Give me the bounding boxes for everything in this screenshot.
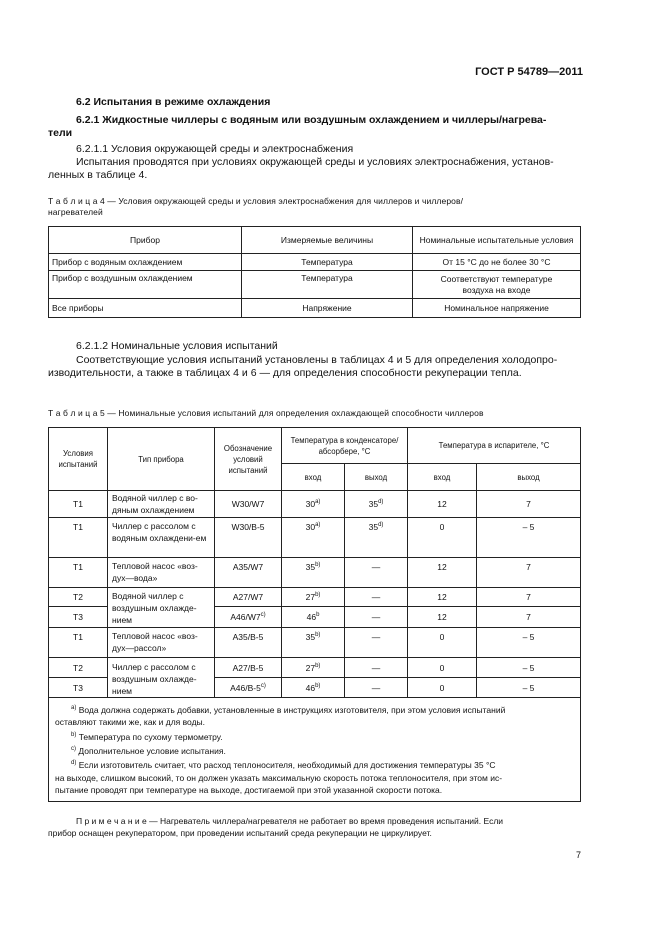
table4-caption-line2: нагревателей — [48, 207, 103, 217]
table-row — [49, 518, 581, 558]
table5-evap-out: – 5 — [477, 518, 581, 558]
table5-cond: Т2 — [49, 588, 108, 607]
table4-cell: Прибор с воздушным охлаждением — [49, 271, 242, 299]
table5-evap-in: 0 — [408, 518, 477, 558]
table5-cond-out: — — [345, 678, 408, 698]
table5-cond: Т3 — [49, 678, 108, 698]
table-row — [49, 299, 581, 318]
table5-cond-out: — — [345, 558, 408, 588]
table5-header-cond-out: выход — [345, 464, 408, 491]
section-6-2-1-line2: тели — [48, 127, 73, 139]
table5-evap-in: 12 — [408, 558, 477, 588]
table5-evap-out: – 5 — [477, 678, 581, 698]
table4-caption-line1: Т а б л и ц а 4 — Условия окружающей среды и условия электроснабжения для чиллеров и чиллеров/ — [48, 196, 464, 206]
table5-type: Чиллер с рассолом с воздушным охлажде-нием — [108, 658, 215, 698]
table5-evap-out: 7 — [477, 588, 581, 607]
value: A46/B-5 — [230, 682, 261, 693]
table5-header-evap-out: выход — [477, 464, 581, 491]
table5-cond-in — [282, 588, 345, 607]
table5-header-designation: Обозначение условий испытаний — [215, 428, 282, 491]
footnote-d-cont1: на выходе, слишком высокий, то он должен указать максимальную скорость потока теплоносителя, при этом ис- — [55, 772, 503, 783]
table4-cell: Прибор с водяным охлаждением — [49, 254, 242, 271]
table5-cond-in — [282, 518, 345, 558]
value: 46 — [306, 612, 317, 622]
note-line2: прибор оснащен рекуператором, при проведении испытаний среда рекуперации не циркулирует. — [48, 828, 432, 838]
table5-desig: A27/W7 — [215, 588, 282, 607]
footnote-mark: b) — [315, 632, 321, 639]
table5-footnotes-row — [49, 698, 581, 802]
value: 27 — [305, 592, 316, 602]
value: 46 — [305, 682, 316, 693]
footnote-mark: b) — [315, 662, 321, 669]
table-row — [49, 628, 581, 658]
footnote-mark: a) — [315, 499, 321, 506]
table4-cell: Температура — [242, 271, 413, 299]
table5-desig: A27/B-5 — [215, 658, 282, 678]
paragraph-1-line1: Испытания проводятся при условиях окружающей среды и условиях электроснабжения, установ- — [76, 156, 554, 168]
table5-cond-in — [282, 678, 345, 698]
document-header: ГОСТ Р 54789—2011 — [475, 66, 583, 78]
table5-cond-out: — — [345, 658, 408, 678]
footnote-text: Температура по сухому термометру. — [76, 731, 223, 742]
footnote-mark: c) — [260, 682, 266, 689]
table5-evap-out: 7 — [477, 558, 581, 588]
section-6-2-title: 6.2 Испытания в режиме охлаждения — [76, 96, 271, 108]
table5-evap-in: 0 — [408, 628, 477, 658]
table5-type: Тепловой насос «воз-дух—вода» — [108, 558, 215, 588]
table5-header-condenser-temp: Температура в конденсаторе/абсорбере, °С — [282, 428, 408, 464]
table5-evap-out: – 5 — [477, 628, 581, 658]
footnote-mark: c) — [71, 746, 76, 753]
table5-header-cond-in: вход — [282, 464, 345, 491]
table4-header-device: Прибор — [49, 227, 242, 254]
table-row — [49, 558, 581, 588]
table5-header-evap-in: вход — [408, 464, 477, 491]
paragraph-2-line2: изводительности, а также в таблицах 4 и 6 — для определения способности рекуперации тепла. — [48, 367, 522, 379]
paragraph-1-line2: ленных в таблице 4. — [48, 169, 148, 181]
table5-desig — [215, 607, 282, 628]
table5-desig — [215, 678, 282, 698]
table-row — [49, 271, 581, 299]
table4-cell: Напряжение — [242, 299, 413, 318]
table5-type: Водяной чиллер с воздушным охлажде-нием — [108, 588, 215, 628]
table5-cond: Т1 — [49, 628, 108, 658]
table-5 — [48, 427, 581, 802]
table5-evap-in: 12 — [408, 588, 477, 607]
footnote-mark: b) — [315, 592, 321, 599]
value: 35 — [368, 499, 379, 509]
footnote-mark: d) — [71, 760, 77, 767]
table4-cell: Соответствуют температуре воздуха на входе — [413, 271, 581, 299]
table5-evap-in: 12 — [408, 607, 477, 628]
table5-caption: Т а б л и ц а 5 — Номинальные условия испытаний для определения охлаждающей способности чиллеров — [48, 408, 484, 418]
table4-cell: Все приборы — [49, 299, 242, 318]
footnote-mark: b) — [315, 682, 321, 689]
section-6-2-1-line1: 6.2.1 Жидкостные чиллеры с водяным или воздушным охлаждением и чиллеры/нагрева- — [76, 114, 547, 126]
section-6-2-1-title — [76, 114, 581, 127]
table5-type: Водяной чиллер с во-дяным охлаждением — [108, 491, 215, 518]
footnote-mark: d) — [378, 522, 384, 529]
table5-cond-out: — — [345, 588, 408, 607]
table5-evap-in: 0 — [408, 678, 477, 698]
footnote-mark: b) — [71, 731, 77, 738]
table5-evap-out: 7 — [477, 607, 581, 628]
footnote-mark: c) — [260, 612, 266, 619]
table5-header-conditions: Условия испытаний — [49, 428, 108, 491]
table5-evap-in: 0 — [408, 658, 477, 678]
table-4 — [48, 226, 581, 318]
value: 30 — [305, 499, 316, 509]
footnote-mark: a) — [315, 522, 321, 529]
table5-cond: Т1 — [49, 491, 108, 518]
footnote-text: Если изготовитель считает, что расход теплоносителя, необходимый для достижения температуры 35 °С — [76, 760, 496, 771]
table5-type: Чиллер с рассолом с водяным охлаждени-ем — [108, 518, 215, 558]
table5-evap-out: – 5 — [477, 658, 581, 678]
table5-header-row — [49, 428, 581, 464]
table5-cond: Т1 — [49, 558, 108, 588]
table5-desig: W30/W7 — [215, 491, 282, 518]
table5-desig: A35/B-5 — [215, 628, 282, 658]
table5-cond-out — [345, 491, 408, 518]
footnote-d — [55, 757, 574, 771]
table5-cond: Т2 — [49, 658, 108, 678]
value: 35 — [305, 632, 316, 642]
table4-header-measured: Измеряемые величины — [242, 227, 413, 254]
table5-cond-in — [282, 658, 345, 678]
table4-header-row — [49, 227, 581, 254]
table5-header-evaporator-temp: Температура в испарителе, °С — [408, 428, 581, 464]
footnote-mark: d) — [378, 499, 384, 506]
table5-evap-in: 12 — [408, 491, 477, 518]
table5-header-type: Тип прибора — [108, 428, 215, 491]
footnote-text: Вода должна содержать добавки, установленные в инструкциях изготовителя, при этом условия испытаний — [76, 704, 506, 715]
table4-cell: Номинальное напряжение — [413, 299, 581, 318]
footnote-mark: a) — [71, 705, 77, 711]
footnote-a-cont: оставляют такими же, как и для воды. — [55, 717, 206, 728]
table4-header-conditions: Номинальные испытательные условия — [413, 227, 581, 254]
table5-desig: W30/B-5 — [215, 518, 282, 558]
table-row — [49, 658, 581, 678]
table4-cell: Температура — [242, 254, 413, 271]
table5-cond-out: — — [345, 628, 408, 658]
table5-cond-out: — — [345, 607, 408, 628]
table5-type: Тепловой насос «воз-дух—рассол» — [108, 628, 215, 658]
table5-cond-in — [282, 491, 345, 518]
table5-cond: Т3 — [49, 607, 108, 628]
table5-cond-in — [282, 558, 345, 588]
section-6-2-1-2-title: 6.2.1.2 Номинальные условия испытаний — [76, 340, 278, 352]
table-row — [49, 588, 581, 607]
paragraph-2-line1: Соответствующие условия испытаний установлены в таблицах 4 и 5 для определения холодопро- — [76, 354, 558, 366]
footnote-b — [55, 729, 574, 743]
value: 30 — [305, 522, 316, 532]
footnote-c — [55, 743, 574, 757]
value: 35 — [305, 562, 316, 572]
table-row — [49, 254, 581, 271]
table5-cond-in — [282, 607, 345, 628]
table5-cond-out — [345, 518, 408, 558]
section-6-2-1-1-title: 6.2.1.1 Условия окружающей среды и электроснабжения — [76, 143, 354, 155]
table5-cond: Т1 — [49, 518, 108, 558]
footnote-mark: b — [316, 612, 320, 619]
table5-footnotes — [49, 698, 581, 802]
footnote-mark: b) — [315, 562, 321, 569]
table-row — [49, 491, 581, 518]
table5-cond-in — [282, 628, 345, 658]
table4-cell: От 15 °С до не более 30 °С — [413, 254, 581, 271]
table5-desig: A35/W7 — [215, 558, 282, 588]
note-line1: П р и м е ч а н и е — Нагреватель чиллера/нагревателя не работает во время проведения испытаний. Если — [76, 816, 504, 826]
value: 27 — [305, 662, 316, 673]
table5-evap-out: 7 — [477, 491, 581, 518]
note — [76, 815, 581, 827]
value: 35 — [368, 522, 379, 532]
footnote-a — [55, 702, 574, 716]
footnote-d-cont2: пытание проводят при температуре на выходе, достигаемой при этой указанной скорости потока. — [55, 785, 443, 796]
page-number: 7 — [575, 850, 581, 860]
footnote-text: Дополнительное условие испытания. — [76, 745, 226, 756]
value: A46/W7 — [230, 612, 261, 622]
